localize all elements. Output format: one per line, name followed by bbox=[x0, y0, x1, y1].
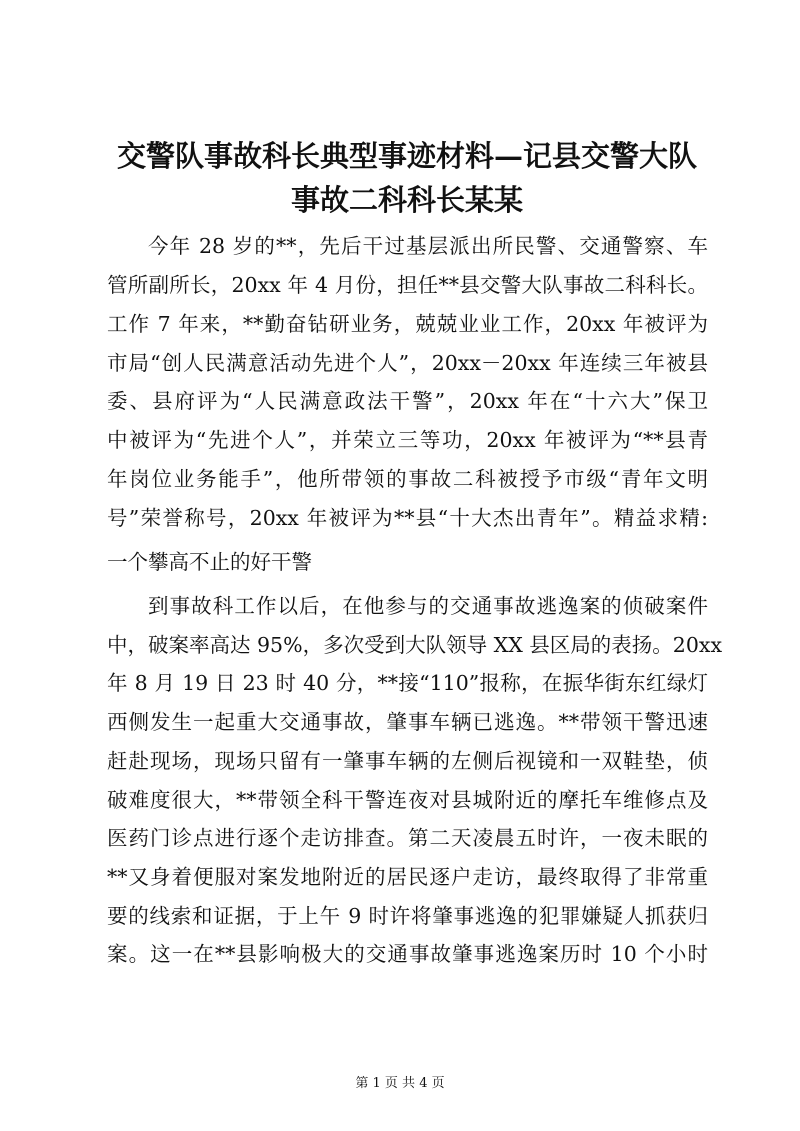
page-footer: 第 1 页 共 4 页 bbox=[355, 1076, 445, 1091]
text-line: 年 8 月 19 日 23 时 40 分，**接“110”报称，在振华街东红绿灯 bbox=[107, 671, 708, 696]
text-line: 中被评为“先进个人”，并荣立三等功，20xx 年被评为“**县青 bbox=[107, 428, 708, 452]
text-line: 委、县府评为“人民满意政法干警”，20xx 年在“十六大”保卫 bbox=[107, 389, 708, 413]
text-line: 破难度很大，**带领全科干警连夜对县城附近的摩托车维修点及 bbox=[107, 787, 708, 812]
document-title bbox=[90, 134, 724, 222]
text-line: 要的线索和证据，于上午 9 时许将肇事逃逸的犯罪嫌疑人抓获归 bbox=[107, 903, 708, 928]
text-line: 赶赴现场，现场只留有一肇事车辆的左侧后视镜和一双鞋垫，侦 bbox=[107, 748, 708, 773]
text-line: 号”荣誉称号，20xx 年被评为**县“十大杰出青年”。精益求精: bbox=[107, 506, 708, 530]
text-line: 西侧发生一起重大交通事故，肇事车辆已逃逸。**带领干警迅速 bbox=[107, 710, 708, 735]
text-line: 中，破案率高达 95%，多次受到大队领导 XX 县区局的表扬。20xx bbox=[107, 632, 723, 657]
text-line: 今年 28 岁的**，先后干过基层派出所民警、交通警察、车 bbox=[148, 234, 708, 258]
title-line-1: 交警队事故科长典型事迹材料—记县交警大队 bbox=[116, 139, 697, 173]
text-line: 年岗位业务能手”，他所带领的事故二科被授予市级“青年文明 bbox=[107, 467, 708, 491]
text-line: **又身着便服对案发地附近的居民逐户走访，最终取得了非常重 bbox=[107, 864, 708, 889]
section-heading: 一个攀高不止的好干警 bbox=[107, 550, 312, 574]
text-line: 市局“创人民满意活动先进个人”，20xx－20xx 年连续三年被县 bbox=[107, 351, 708, 375]
text-line: 管所副所长，20xx 年 4 月份，担任**县交警大队事故二科科长。 bbox=[107, 273, 708, 297]
text-line: 医药门诊点进行逐个走访排查。第二天凌晨五时许，一夜未眠的 bbox=[107, 826, 708, 851]
text-line: 工作 7 年来，**勤奋钻研业务，兢兢业业工作，20xx 年被评为 bbox=[107, 312, 708, 336]
text-line: 到事故科工作以后，在他参与的交通事故逃逸案的侦破案件 bbox=[148, 594, 708, 618]
title-line-2: 事故二科科长某某 bbox=[290, 183, 523, 217]
text-line: 案。这一在**县影响极大的交通事故肇事逃逸案历时 10 个小时 bbox=[107, 942, 708, 967]
